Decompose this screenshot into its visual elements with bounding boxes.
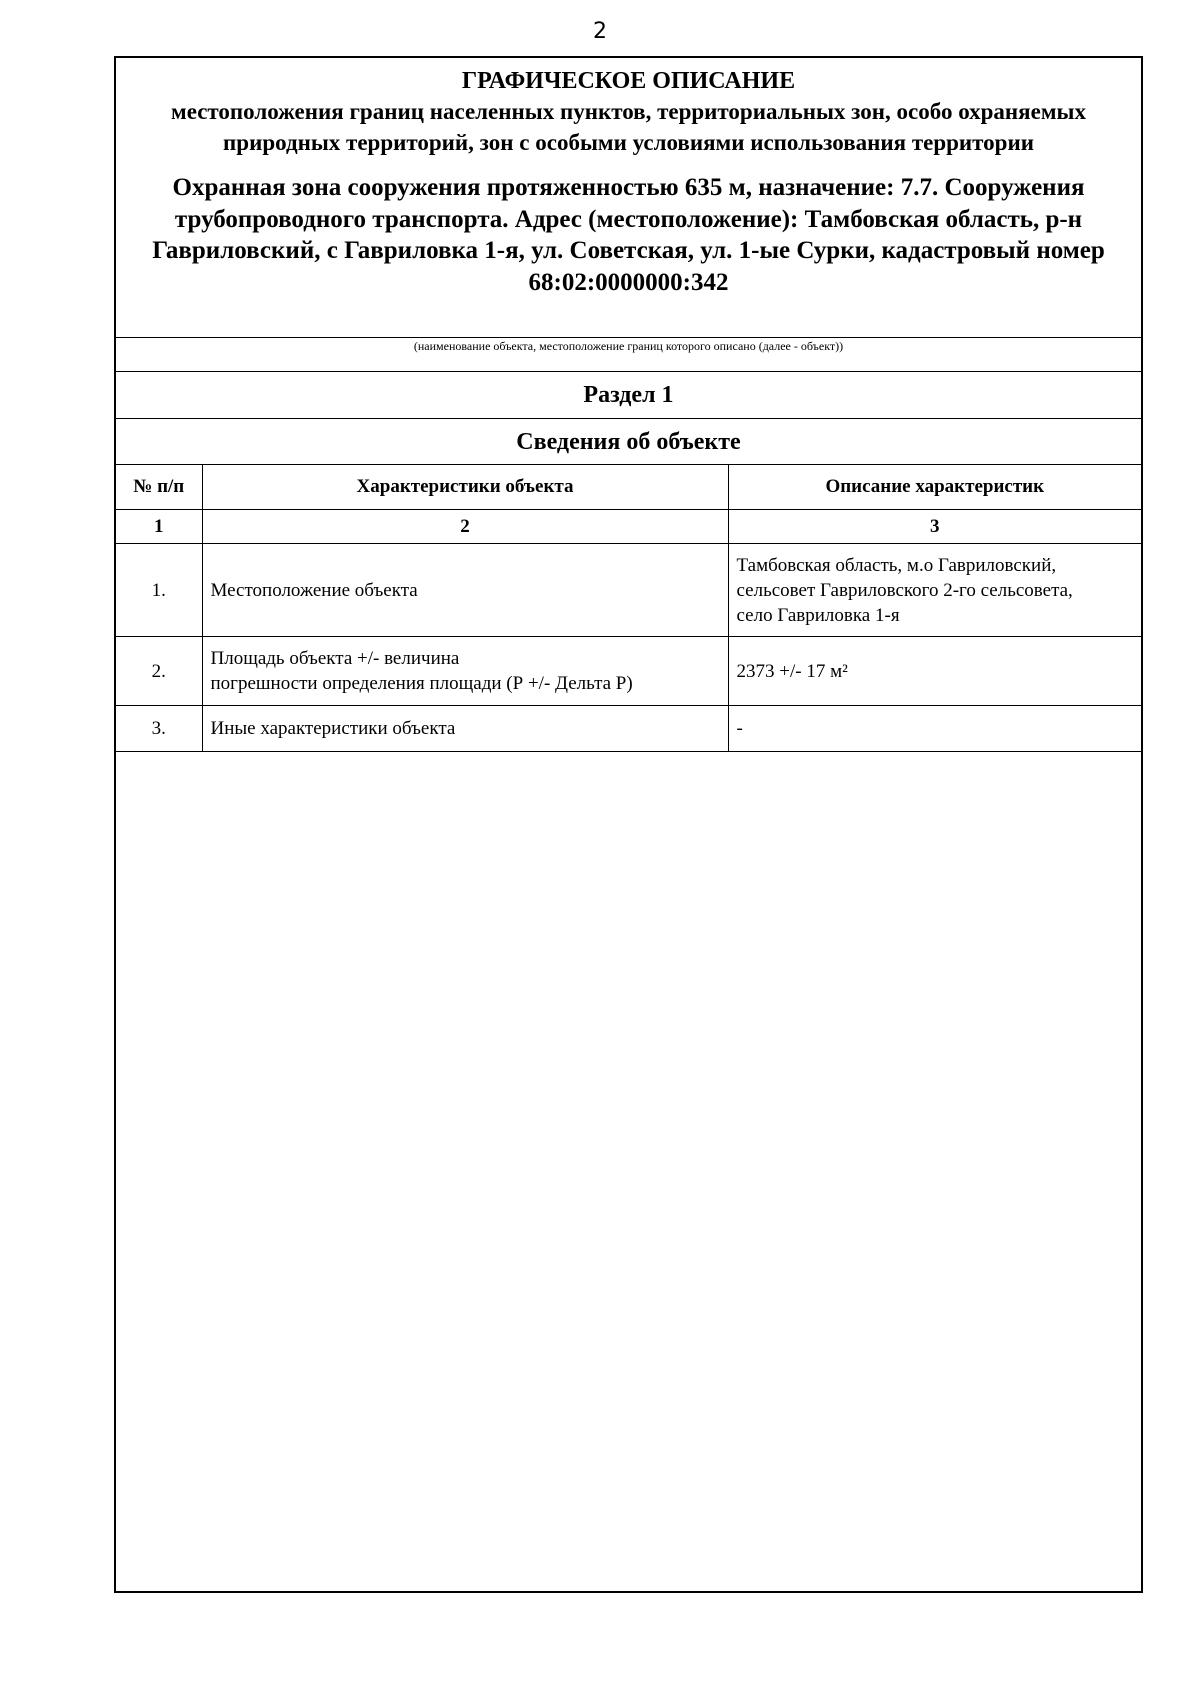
- index-cell: 1: [116, 510, 202, 544]
- document-subtitle: местоположения границ населенных пунктов, территориальных зон, особо охраняемых природных территорий, зон с особыми условиями использования территории: [171, 99, 1086, 155]
- document-header: [116, 58, 1141, 338]
- object-caption: (наименование объекта, местоположение границ которого описано (далее - объект)): [116, 338, 1141, 372]
- row-characteristic: Площадь объекта +/- величина погрешности определения площади (Р +/- Дельта Р): [202, 637, 728, 706]
- object-info-table: [116, 465, 1141, 752]
- header-characteristic: Характеристики объекта: [202, 465, 728, 510]
- header-number: № п/п: [116, 465, 202, 510]
- row-number: 2.: [116, 637, 202, 706]
- row-description: 2373 +/- 17 м²: [728, 637, 1141, 706]
- document-frame: [114, 56, 1143, 1593]
- row-characteristic: Местоположение объекта: [202, 544, 728, 637]
- row-characteristic: Иные характеристики объекта: [202, 706, 728, 752]
- row-description: -: [728, 706, 1141, 752]
- index-cell: 2: [202, 510, 728, 544]
- table-row: [116, 706, 1141, 752]
- table-header-row: [116, 465, 1141, 510]
- row-description: Тамбовская область, м.о Гавриловский, сельсовет Гавриловского 2-го сельсовета, село Гавриловка 1-я: [728, 544, 1141, 637]
- table-row: [116, 544, 1141, 637]
- row-number: 3.: [116, 706, 202, 752]
- object-name: Охранная зона сооружения протяженностью 635 м, назначение: 7.7. Сооружения трубопроводного транспорта. Адрес (местоположение): Тамбовская область, р-н Гавриловский, с Гавриловка 1-я, ул. Советская, ул. 1-ые Сурки, кадастровый номер 68:02:0000000:342: [152, 174, 1105, 296]
- table-row: [116, 637, 1141, 706]
- section-heading: Сведения об объекте: [116, 419, 1141, 465]
- table-index-row: [116, 510, 1141, 544]
- row-number: 1.: [116, 544, 202, 637]
- header-description: Описание характеристик: [728, 465, 1141, 510]
- document-title: ГРАФИЧЕСКОЕ ОПИСАНИЕ: [461, 68, 796, 94]
- section-label: Раздел 1: [116, 372, 1141, 419]
- page-number: 2: [593, 19, 607, 44]
- index-cell: 3: [728, 510, 1141, 544]
